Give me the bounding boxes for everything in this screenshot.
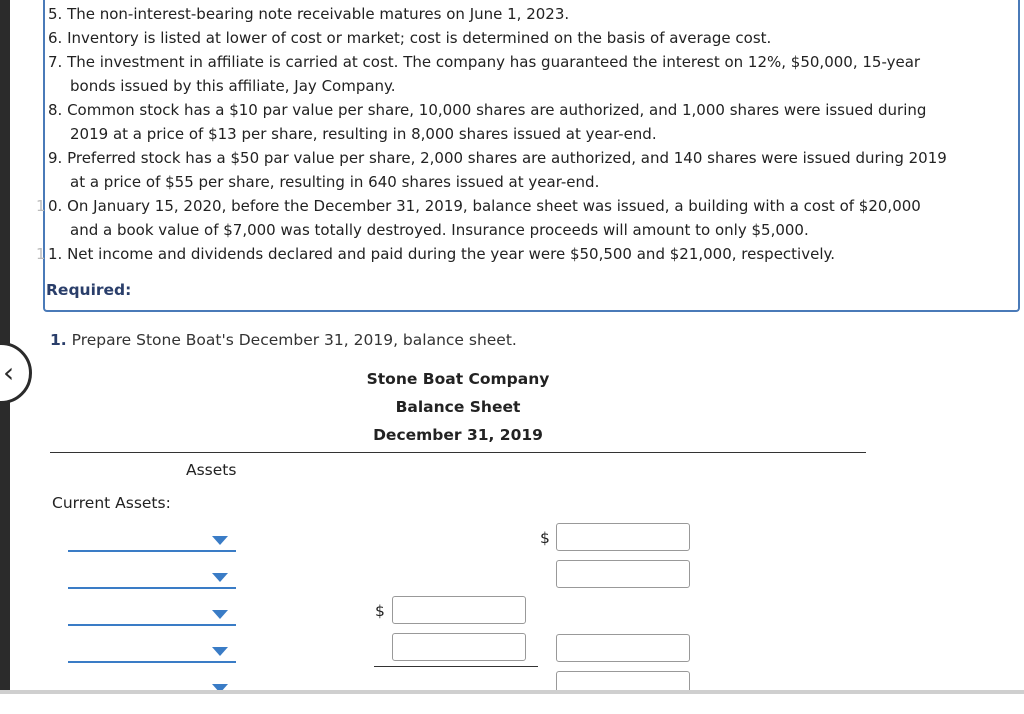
note-8: 8. Common stock has a $10 par value per share, 10,000 shares are authorized, and 1,000 shares were issued during: [48, 101, 927, 119]
note-10: 0. On January 15, 2020, before the December 31, 2019, balance sheet was issued, a building with a cost of $20,000: [48, 197, 921, 215]
note-8-continued: 2019 at a price of $13 per share, resulting in 8,000 shares issued at year-end.: [70, 125, 657, 143]
account-dropdown-2[interactable]: [68, 569, 236, 589]
note-7-continued: bonds issued by this affiliate, Jay Company.: [70, 77, 396, 95]
note-6: 6. Inventory is listed at lower of cost or market; cost is determined on the basis of average cost.: [48, 29, 772, 47]
note-11-prefix: 1: [36, 245, 46, 263]
question-1: [50, 331, 517, 349]
current-assets-label: Current Assets:: [52, 494, 171, 512]
account-dropdown-3[interactable]: [68, 606, 236, 626]
chevron-left-icon: ‹: [3, 356, 15, 389]
caret-down-icon: [212, 536, 228, 545]
back-button[interactable]: [0, 342, 32, 404]
statement-date: December 31, 2019: [373, 426, 543, 444]
note-11: 1. Net income and dividends declared and paid during the year were $50,500 and $21,000, respectively.: [48, 245, 836, 263]
note-10-prefix: 1: [36, 197, 46, 215]
header-divider: [50, 452, 866, 453]
dollar-sign: $: [375, 602, 385, 620]
amount-input-right-2[interactable]: [556, 560, 690, 588]
note-10-continued: and a book value of $7,000 was totally destroyed. Insurance proceeds will amount to only $5,000.: [70, 221, 809, 239]
note-9: 9. Preferred stock has a $50 par value per share, 2,000 shares are authorized, and 140 shares were issued during 2019: [48, 149, 947, 167]
caret-down-icon: [212, 610, 228, 619]
caret-down-icon: [212, 573, 228, 582]
account-dropdown-1[interactable]: [68, 532, 236, 552]
note-7: 7. The investment in affiliate is carried at cost. The company has guaranteed the interest on 12%, $50,000, 15-year: [48, 53, 921, 71]
note-5: 5. The non-interest-bearing note receivable matures on June 1, 2023.: [48, 5, 570, 23]
amount-input-right-1[interactable]: [556, 523, 690, 551]
statement-name: Balance Sheet: [395, 398, 521, 416]
account-dropdown-4[interactable]: [68, 643, 236, 663]
question-number: 1.: [50, 331, 67, 349]
caret-down-icon: [212, 647, 228, 656]
amount-input-mid-2[interactable]: [392, 633, 526, 661]
amount-input-mid-1[interactable]: [392, 596, 526, 624]
note-9-continued: at a price of $55 per share, resulting in 640 shares issued at year-end.: [70, 173, 600, 191]
amount-input-right-3[interactable]: [556, 634, 690, 662]
required-heading: Required:: [46, 281, 132, 299]
bottom-scroll-edge: [0, 690, 1024, 714]
assets-heading: Assets: [186, 461, 237, 479]
company-name: Stone Boat Company: [366, 370, 550, 388]
question-text: Prepare Stone Boat's December 31, 2019, balance sheet.: [71, 331, 517, 349]
subtotal-underline: [374, 666, 538, 667]
dollar-sign: $: [540, 529, 550, 547]
